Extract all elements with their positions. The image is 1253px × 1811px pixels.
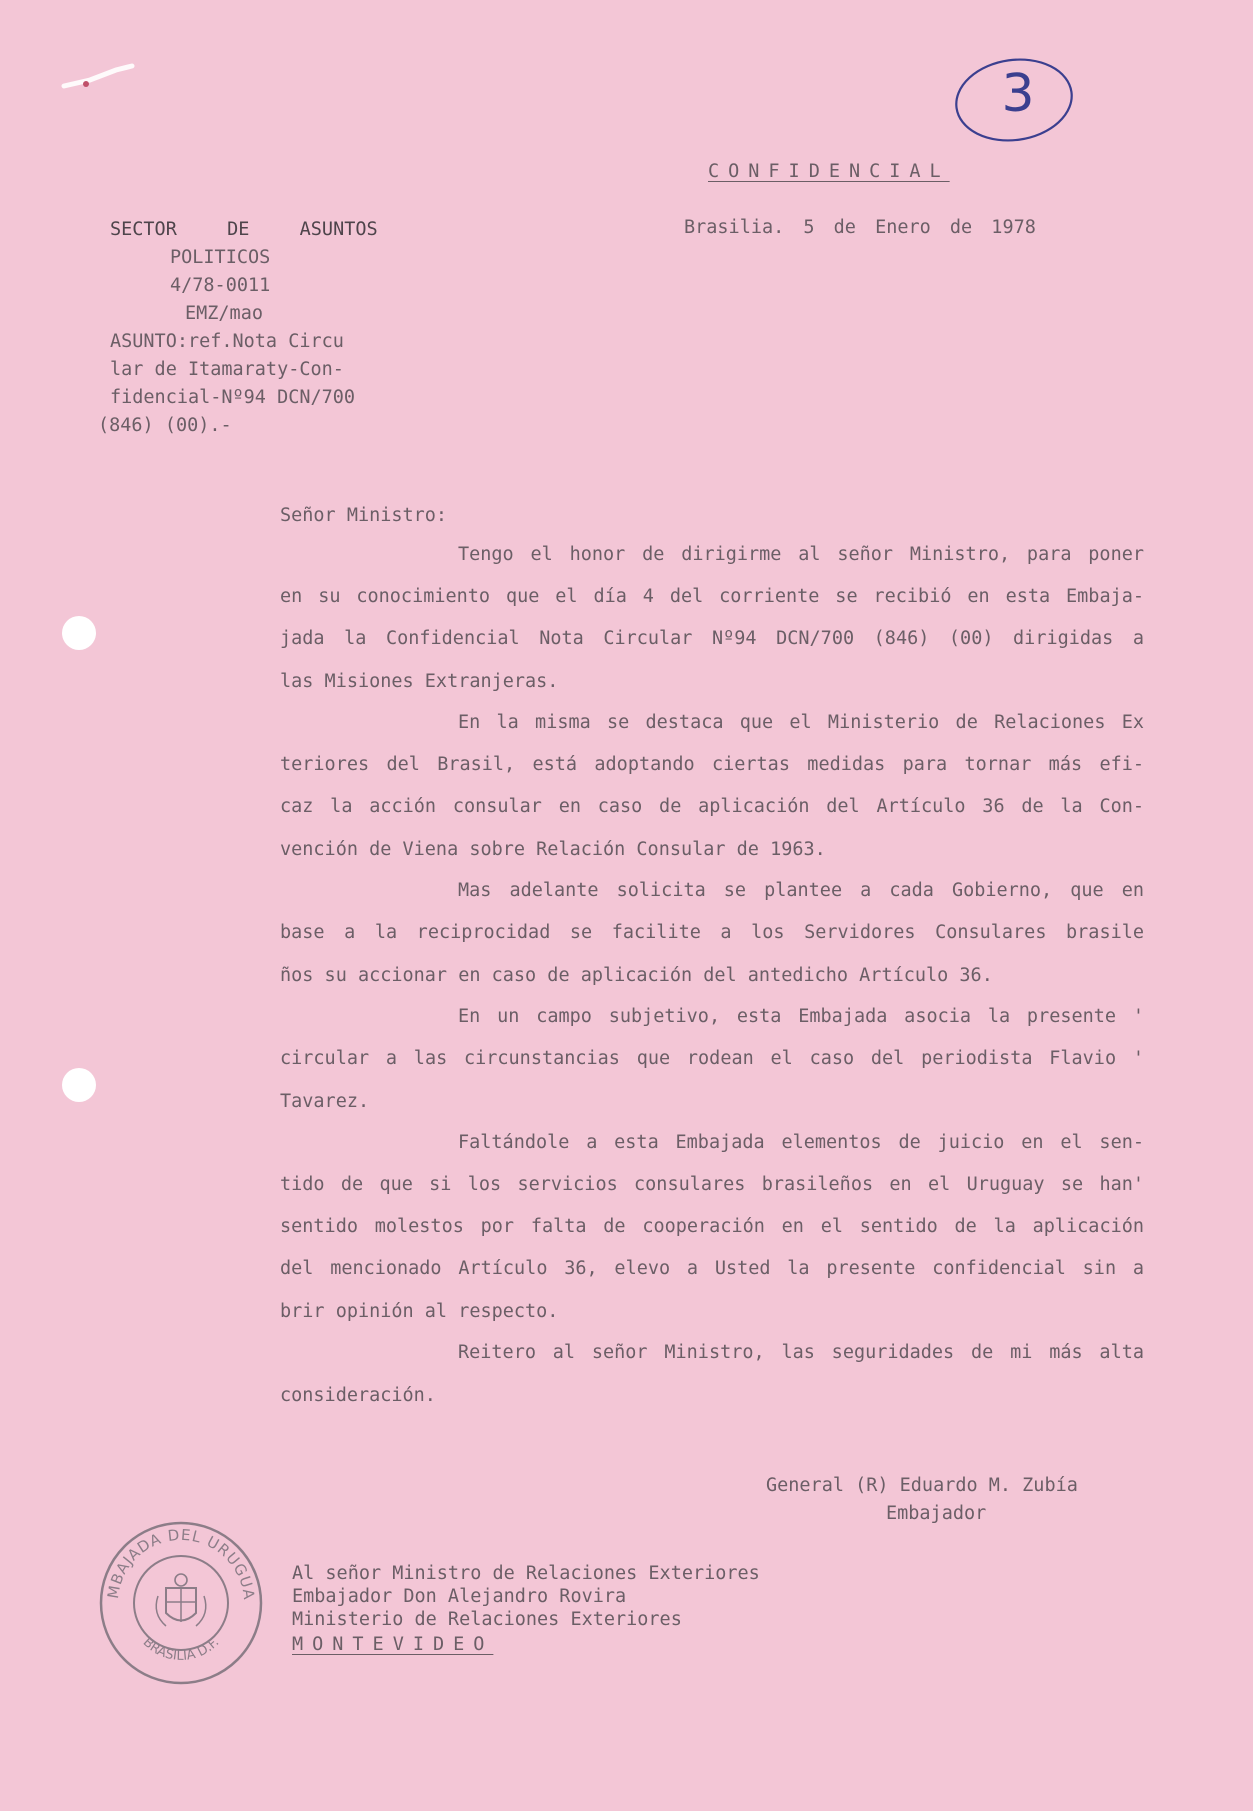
body-line: jada la Confidencial Nota Circular Nº94 DCN/700 (846) (00) dirigidas a (280, 628, 1144, 649)
stamp-top-text: MBAJADA DEL URUGUA (103, 1525, 258, 1601)
page-number-text: 3 (1001, 64, 1035, 124)
sender-line: SECTOR DE ASUNTOS (110, 219, 378, 240)
signature-title: Embajador (886, 1503, 987, 1524)
body-line: vención de Viena sobre Relación Consular de 1963. (280, 839, 826, 860)
recipient-city: MONTEVIDEO (292, 1634, 494, 1655)
body-line: tido de que si los servicios consulares brasileños en el Uruguay se han' (280, 1174, 1144, 1195)
recipient-line: Embajador Don Alejandro Rovira (292, 1586, 627, 1607)
recipient-line: Al señor Ministro de Relaciones Exteriores (292, 1563, 760, 1584)
recipient-line: Ministerio de Relaciones Exteriores (292, 1609, 682, 1630)
body-line: del mencionado Artículo 36, elevo a Usted la presente confidencial sin a (280, 1258, 1144, 1279)
embassy-stamp (96, 1518, 266, 1688)
stamp-bottom-text: BRASILIA D.F. (139, 1634, 223, 1664)
classification-heading: CONFIDENCIAL (708, 161, 950, 182)
body-line: ños su accionar en caso de aplicación del antedicho Artículo 36. (280, 965, 993, 986)
punch-hole-lower (62, 1068, 96, 1102)
subject-line: fidencial-Nº94 DCN/700 (110, 387, 356, 408)
body-line: en su conocimiento que el día 4 del corriente se recibió en esta Embaja- (280, 586, 1144, 607)
subject-line: ASUNTO:ref.Nota Circu (110, 331, 344, 352)
place-date: Brasilia. 5 de Enero de 1978 (684, 217, 1036, 238)
body-line: Tavarez. (280, 1091, 370, 1112)
body-line: sentido molestos por falta de cooperación en el sentido de la aplicación (280, 1216, 1144, 1237)
body-line: caz la acción consular en caso de aplicación del Artículo 36 de la Con- (280, 796, 1144, 817)
subject-line: lar de Itamaraty-Con- (110, 359, 344, 380)
punch-hole-upper (62, 616, 96, 650)
signature-name: General (R) Eduardo M. Zubía (766, 1475, 1078, 1496)
body-line: Reitero al señor Ministro, las seguridades de mi más alta (458, 1342, 1144, 1363)
body-line: consideración. (280, 1385, 436, 1406)
body-line: base a la reciprocidad se facilite a los Servidores Consulares brasile (280, 922, 1144, 943)
body-line: las Misiones Extranjeras. (280, 671, 559, 692)
sender-line: EMZ/mao (185, 303, 263, 324)
subject-line: (846) (00).- (98, 415, 232, 436)
body-line: En la misma se destaca que el Ministerio de Relaciones Ex (458, 712, 1144, 733)
sender-line: POLITICOS (170, 247, 271, 268)
handwritten-page-number (950, 50, 1080, 150)
body-line: brir opinión al respecto. (280, 1301, 559, 1322)
body-line: circular a las circunstancias que rodean el caso del periodista Flavio ' (280, 1048, 1144, 1069)
body-line: Tengo el honor de dirigirme al señor Ministro, para poner (458, 544, 1144, 565)
sender-line: 4/78-0011 (170, 275, 271, 296)
body-line: teriores del Brasil, está adoptando ciertas medidas para tornar más efi- (280, 754, 1144, 775)
salutation: Señor Ministro: (280, 505, 448, 526)
ink-smudge-mark (60, 62, 140, 102)
body-line: Faltándole a esta Embajada elementos de juicio en el sen- (458, 1132, 1144, 1153)
body-line: En un campo subjetivo, esta Embajada asocia la presente ' (458, 1006, 1144, 1027)
body-line: Mas adelante solicita se plantee a cada Gobierno, que en (458, 880, 1144, 901)
